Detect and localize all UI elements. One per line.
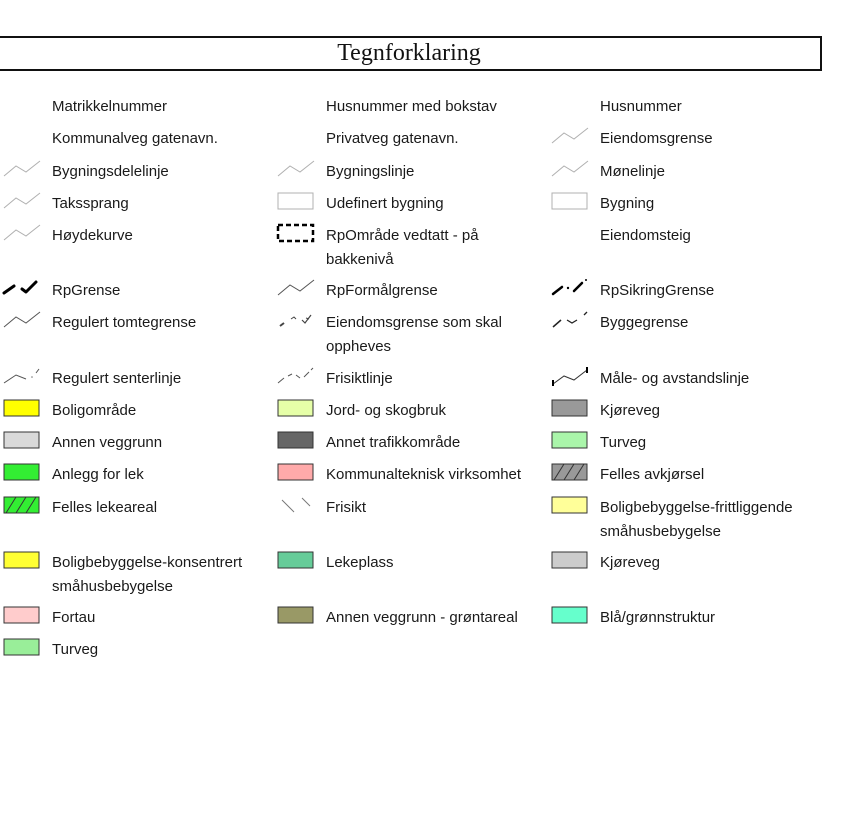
legend-label: Matrikkelnummer	[52, 98, 168, 115]
legend-item-fortau	[2, 604, 272, 634]
line-symbol-icon	[276, 277, 316, 299]
color-swatch-icon	[2, 461, 42, 483]
legend-label: Felles lekeareal	[52, 499, 158, 516]
legend-item-kjoreveg	[550, 549, 820, 579]
legend-item-felles-lekeareal	[2, 494, 272, 524]
line-symbol-icon	[550, 125, 590, 147]
legend-label: Eiendomsgrense som skal oppheves	[326, 314, 502, 355]
legend-item-bla-gronnstruktur	[550, 604, 820, 634]
empty-symbol	[550, 222, 590, 244]
legend-title-box	[0, 36, 822, 71]
legend-label: Boligområde	[52, 402, 137, 419]
dashed-line-icon	[550, 309, 590, 331]
legend-label: Annen veggrunn - grøntareal	[326, 609, 518, 626]
legend-label: Mønelinje	[600, 163, 666, 180]
legend-label: Frisikt	[326, 499, 366, 516]
legend-label: Anlegg for lek	[52, 466, 144, 483]
legend-label: Boligbebyggelse-frittliggende småhusbebygelse	[600, 499, 793, 540]
legend-label: Frisiktlinje	[326, 370, 393, 387]
hatched-swatch-icon	[2, 494, 42, 516]
legend-label: Turveg	[600, 434, 647, 451]
legend-item-hoydekurve	[2, 222, 272, 252]
legend-label: Kommunalveg gatenavn.	[52, 130, 218, 147]
legend-item-bygningslinje	[276, 158, 546, 188]
legend-title: Tegnforklaring	[337, 40, 481, 66]
legend-label: Blå/grønnstruktur	[600, 609, 716, 626]
sight-ticks-icon	[276, 494, 316, 516]
empty-symbol	[2, 125, 42, 147]
legend-item-takssprang	[2, 190, 272, 220]
color-swatch-icon	[550, 429, 590, 451]
legend-label: Bygning	[600, 195, 655, 212]
legend-item-eiendomsgrense-som-skal-oppheves	[276, 309, 546, 355]
legend-label: Takssprang	[52, 195, 129, 212]
legend-label: Fortau	[52, 609, 96, 626]
legend-label: Regulert tomtegrense	[52, 314, 197, 331]
legend-item-frisiktlinje	[276, 365, 546, 395]
legend-label: RpFormålgrense	[326, 282, 438, 299]
legend-item-jord-og-skogbruk	[276, 397, 546, 427]
legend-item-monelinje	[550, 158, 820, 188]
legend-item-rpomrade-vedtatt-pa-bakkeniva	[276, 222, 546, 268]
color-swatch-icon	[2, 636, 42, 658]
legend-label: Bygningsdelelinje	[52, 163, 169, 180]
legend-item-regulert-senterlinje	[2, 365, 272, 395]
color-swatch-icon	[276, 429, 316, 451]
color-swatch-icon	[550, 397, 590, 419]
empty-symbol	[276, 93, 316, 115]
empty-symbol	[276, 125, 316, 147]
measure-line-icon	[550, 365, 590, 387]
empty-symbol	[550, 93, 590, 115]
legend-item-male-og-avstandslinje	[550, 365, 820, 395]
legend-label: Regulert senterlinje	[52, 370, 182, 387]
legend-item-boligbebyggelse-konsentrert-smahusbebygelse	[2, 549, 272, 595]
color-swatch-icon	[276, 549, 316, 571]
color-swatch-icon	[2, 549, 42, 571]
legend-item-rpformalgrense	[276, 277, 546, 307]
legend-label: Bygningslinje	[326, 163, 415, 180]
legend-item-kjoreveg	[550, 397, 820, 427]
legend-label: Lekeplass	[326, 554, 394, 571]
thick-dashed-line-icon	[2, 277, 42, 299]
legend-item-privatveg-gatenavn	[276, 125, 546, 155]
legend-item-anlegg-for-lek	[2, 461, 272, 491]
color-swatch-icon	[2, 429, 42, 451]
legend-label: Annen veggrunn	[52, 434, 163, 451]
legend-item-turveg	[550, 429, 820, 459]
dash-dot-thick-icon	[550, 277, 590, 299]
empty-symbol	[2, 93, 42, 115]
legend-label: Jord- og skogbruk	[326, 402, 447, 419]
legend-item-rpsikringgrense	[550, 277, 820, 307]
legend-label: Høydekurve	[52, 227, 133, 244]
legend-item-udefinert-bygning	[276, 190, 546, 220]
legend-label: Eiendomsgrense	[600, 130, 713, 147]
legend-label: Privatveg gatenavn.	[326, 130, 459, 147]
line-symbol-icon	[550, 158, 590, 180]
legend-label: Boligbebyggelse-konsentrert småhusbebygelse	[52, 554, 243, 595]
legend-item-boligbebyggelse-frittliggende-smahusbebygelse	[550, 494, 820, 540]
color-swatch-icon	[550, 549, 590, 571]
color-swatch-icon	[2, 604, 42, 626]
legend-label: Kjøreveg	[600, 402, 661, 419]
dashed-line-icon	[276, 365, 316, 387]
legend-label: RpGrense	[52, 282, 121, 299]
line-symbol-icon	[2, 190, 42, 212]
legend-item-turveg	[2, 636, 272, 666]
legend-item-rpgrense	[2, 277, 272, 307]
building-outline-icon	[276, 190, 316, 212]
legend-item-husnummer	[550, 93, 820, 123]
legend-item-boligomrade	[2, 397, 272, 427]
legend-item-matrikkelnummer	[2, 93, 272, 123]
color-swatch-icon	[276, 461, 316, 483]
legend-item-bygning	[550, 190, 820, 220]
color-swatch-icon	[276, 397, 316, 419]
legend-item-annen-veggrunn-grontareal	[276, 604, 546, 634]
legend-label: Byggegrense	[600, 314, 689, 331]
legend-label: Eiendomsteig	[600, 227, 691, 244]
legend-item-lekeplass	[276, 549, 546, 579]
legend-label: Felles avkjørsel	[600, 466, 705, 483]
legend-item-byggegrense	[550, 309, 820, 339]
legend-label: Husnummer	[600, 98, 682, 115]
legend-label: Kjøreveg	[600, 554, 661, 571]
color-swatch-icon	[550, 604, 590, 626]
legend-label: Turveg	[52, 641, 99, 658]
legend-label: Husnummer med bokstav	[326, 98, 497, 115]
legend-item-eiendomsgrense	[550, 125, 820, 155]
line-symbol-icon	[276, 158, 316, 180]
legend-item-kommunalveg-gatenavn	[2, 125, 272, 155]
legend-label: RpOmråde vedtatt - på bakkenivå	[326, 227, 479, 268]
color-swatch-icon	[2, 397, 42, 419]
legend-label: Måle- og avstandslinje	[600, 370, 750, 387]
legend-label: RpSikringGrense	[600, 282, 715, 299]
dash-dot-line-icon	[2, 365, 42, 387]
legend-item-bygningsdelelinje	[2, 158, 272, 188]
line-symbol-icon	[2, 158, 42, 180]
legend-label: Udefinert bygning	[326, 195, 444, 212]
hatched-swatch-icon	[550, 461, 590, 483]
legend-item-husnummer-med-bokstav	[276, 93, 546, 123]
legend-item-annet-trafikkomrade	[276, 429, 546, 459]
line-symbol-icon	[2, 309, 42, 331]
color-swatch-icon	[550, 494, 590, 516]
legend-label: Annet trafikkområde	[326, 434, 461, 451]
dotted-line-icon	[276, 309, 316, 331]
legend-label: Kommunalteknisk virksomhet	[326, 466, 522, 483]
legend-item-eiendomsteig	[550, 222, 820, 252]
building-outline-icon	[550, 190, 590, 212]
legend-item-felles-avkjorsel	[550, 461, 820, 491]
legend-item-regulert-tomtegrense	[2, 309, 272, 339]
legend-item-annen-veggrunn	[2, 429, 272, 459]
legend-item-frisikt	[276, 494, 546, 524]
dashed-area-icon	[276, 222, 316, 244]
legend-item-kommunalteknisk-virksomhet	[276, 461, 546, 491]
line-symbol-icon	[2, 222, 42, 244]
color-swatch-icon	[276, 604, 316, 626]
